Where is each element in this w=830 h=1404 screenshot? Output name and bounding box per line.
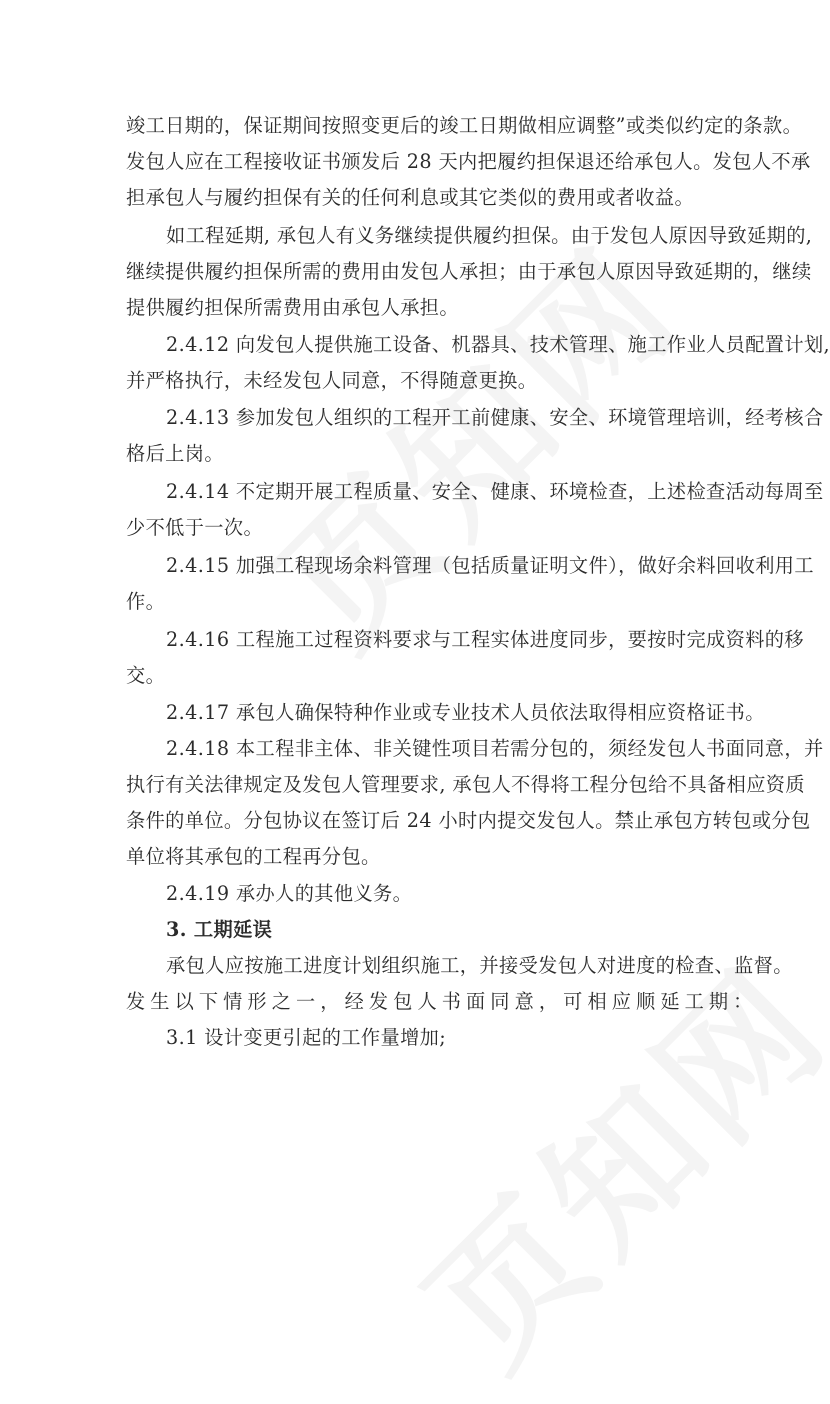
text-line: 交。 — [126, 664, 166, 687]
text-line: 格后上岗。 — [126, 442, 224, 465]
text-line: 并严格执行，未经发包人同意，不得随意更换。 — [126, 369, 538, 392]
text-line: 发包人应在工程接收证书颁发后 28 天内把履约担保退还给承包人。发包人不承 — [126, 150, 811, 173]
paragraph-start: 如工程延期, 承包人有义务继续提供履约担保。由于发包人原因导致延期的, — [166, 224, 813, 247]
clause-2-4-16: 2.4.16 工程施工过程资料要求与工程实体进度同步，要按时完成资料的移 — [166, 628, 804, 651]
clause-2-4-17: 2.4.17 承包人确保特种作业或专业技术人员依法取得相应资格证书。 — [166, 701, 765, 724]
text-line: 提供履约担保所需费用由承包人承担。 — [126, 296, 459, 319]
section-heading-3: 3. 工期延误 — [166, 918, 273, 941]
text-line: 发生以下情形之一，经发包人书面同意，可相应顺延工期： — [126, 990, 758, 1013]
clause-2-4-19: 2.4.19 承办人的其他义务。 — [166, 882, 413, 905]
text-line: 继续提供履约担保所需的费用由发包人承担；由于承包人原因导致延期的，继续 — [126, 260, 812, 283]
text-line: 担承包人与履约担保有关的任何利息或其它类似的费用或者收益。 — [126, 186, 695, 209]
clause-2-4-18: 2.4.18 本工程非主体、非关键性项目若需分包的，须经发包人书面同意，并 — [166, 737, 824, 760]
clause-2-4-14: 2.4.14 不定期开展工程质量、安全、健康、环境检查，上述检查活动每周至 — [166, 480, 824, 503]
clause-2-4-13: 2.4.13 参加发包人组织的工程开工前健康、安全、环境管理培训，经考核合 — [166, 406, 824, 429]
text-line: 单位将其承包的工程再分包。 — [126, 845, 381, 868]
text-line: 条件的单位。分包协议在签订后 24 小时内提交发包人。禁止承包方转包或分包 — [126, 809, 811, 832]
text-line: 竣工日期的，保证期间按照变更后的竣工日期做相应调整”或类似约定的条款。 — [126, 114, 803, 137]
paragraph-start: 承包人应按施工进度计划组织施工，并接受发包人对进度的检查、监督。 — [166, 954, 793, 977]
text-line: 作。 — [126, 590, 166, 613]
clause-2-4-15: 2.4.15 加强工程现场余料管理（包括质量证明文件），做好余料回收利用工 — [166, 554, 814, 577]
text-line: 执行有关法律规定及发包人管理要求, 承包人不得将工程分包给不具备相应资质 — [126, 773, 805, 796]
text-line: 少不低于一次。 — [126, 516, 264, 539]
clause-3-1: 3.1 设计变更引起的工作量增加; — [166, 1026, 447, 1049]
clause-2-4-12: 2.4.12 向发包人提供施工设备、机器具、技术管理、施工作业人员配置计划, — [166, 333, 830, 356]
